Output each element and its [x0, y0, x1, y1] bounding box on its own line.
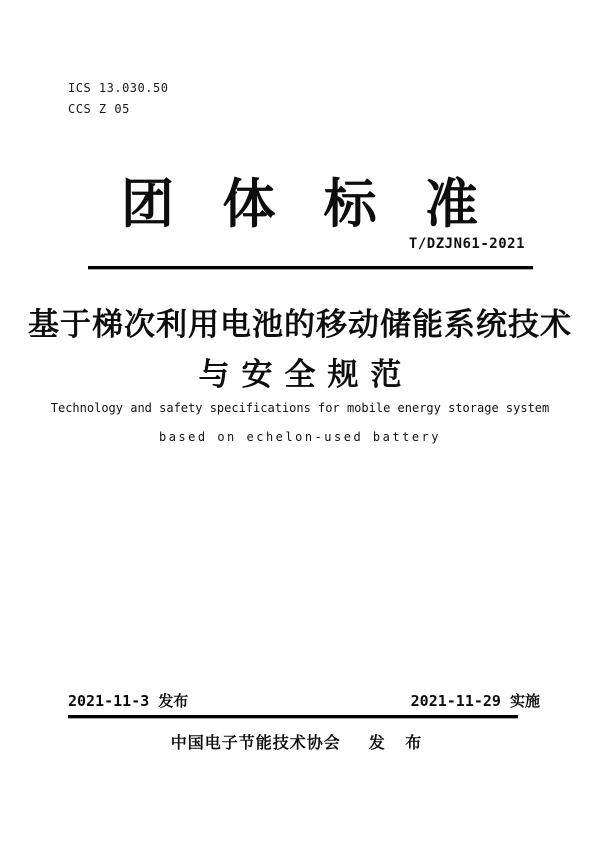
- classification-codes: [68, 78, 168, 120]
- issue-date: 2021-11-3 发布: [68, 692, 189, 710]
- title-cn-line1: 基于梯次利用电池的移动储能系统技术: [28, 307, 572, 342]
- header-rule: [88, 266, 533, 270]
- title-en-line2: based on echelon-used battery: [158, 430, 441, 444]
- title-cn-line2: 与安全规范: [198, 357, 414, 392]
- doc-type-title: [121, 175, 478, 234]
- doc-type-char: 准: [424, 175, 478, 234]
- implement-date: 2021-11-29 实施: [410, 692, 540, 710]
- publish-label: 发 布: [368, 735, 430, 752]
- ics-code: ICS 13.030.50: [68, 81, 169, 95]
- publisher-row: [0, 730, 600, 753]
- ccs-code: CCS Z 05: [68, 102, 130, 116]
- standard-number: T/DZJN61-2021: [408, 236, 525, 252]
- doc-type-char: 标: [323, 175, 377, 234]
- footer-rule: [68, 715, 518, 719]
- publisher-name: 中国电子节能技术协会: [170, 735, 341, 752]
- title-en-line1: Technology and safety specifications for mobile energy storage system: [50, 401, 550, 415]
- doc-type-char: 团: [121, 175, 174, 234]
- doc-type-char: 体: [222, 175, 276, 234]
- dates-row: [68, 690, 540, 711]
